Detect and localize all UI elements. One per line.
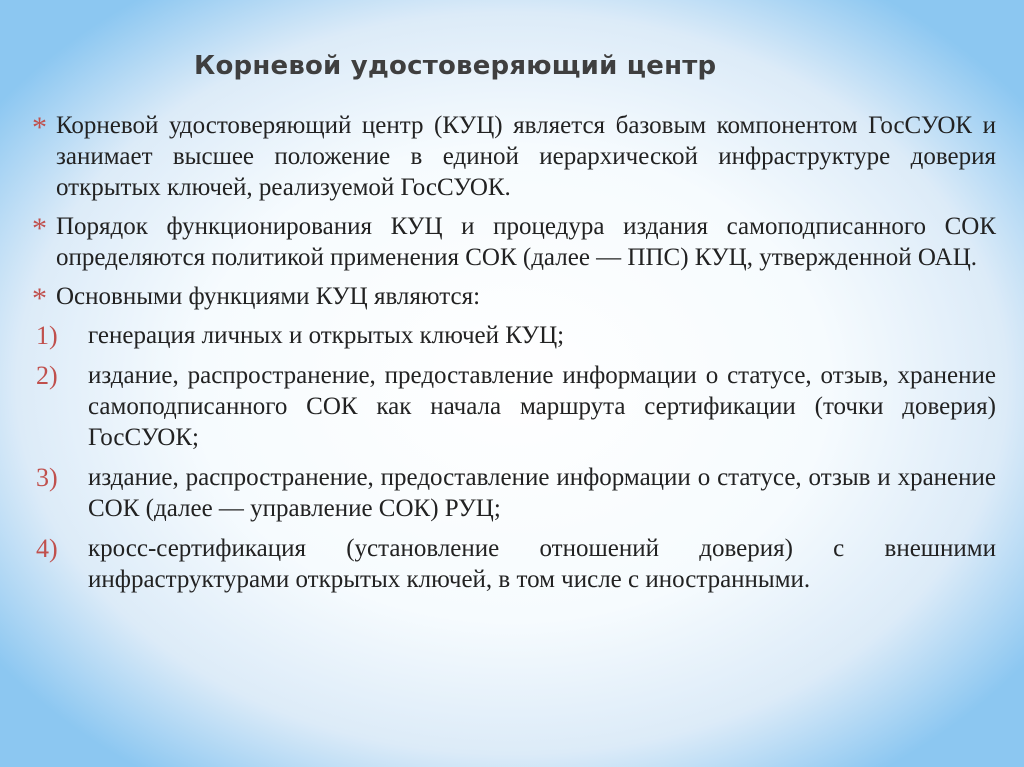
asterisk-bullet-marker: * <box>32 111 47 144</box>
function-item <box>30 533 996 595</box>
asterisk-bullet-marker: * <box>32 212 47 245</box>
bullet-text: Основными функциями КУЦ являются: <box>56 283 481 310</box>
function-text: генерация личных и открытых ключей КУЦ; <box>88 322 565 349</box>
function-item <box>30 462 996 524</box>
function-text: кросс-сертификация (установление отношений доверия) с внешними инфраструктурами открытых ключей, в том числе с иностранными. <box>88 535 996 593</box>
bullet-item <box>30 110 996 203</box>
asterisk-bullet-marker: * <box>32 282 47 315</box>
number-marker: 4) <box>36 534 58 563</box>
function-text: издание, распространение, предоставление информации о статусе, отзыв и хранение СОК (далее — управление СОК) РУЦ; <box>88 464 996 522</box>
bullet-item <box>30 281 996 315</box>
function-item <box>30 360 996 453</box>
number-marker: 1) <box>36 321 58 350</box>
number-marker: 2) <box>36 361 58 390</box>
function-item <box>30 320 996 351</box>
bullet-item <box>30 211 996 273</box>
slide-title: Корневой удостоверяющий центр <box>194 51 717 81</box>
bullet-text: Порядок функционирования КУЦ и процедура издания самоподписанного СОК определяются политикой применения СОК (далее — ППС) КУЦ, утвержденной ОАЦ. <box>56 213 996 271</box>
function-text: издание, распространение, предоставление информации о статусе, отзыв, хранение самоподписанного СОК как начала маршрута сертификации (точки доверия) ГосСУОК; <box>88 362 996 451</box>
bullet-text: Корневой удостоверяющий центр (КУЦ) является базовым компонентом ГосСУОК и занимает высшее положение в единой иерархической инфраструктуре доверия открытых ключей, реализуемой ГосСУОК. <box>56 112 996 201</box>
slide-content <box>30 110 996 604</box>
number-marker: 3) <box>36 463 58 492</box>
